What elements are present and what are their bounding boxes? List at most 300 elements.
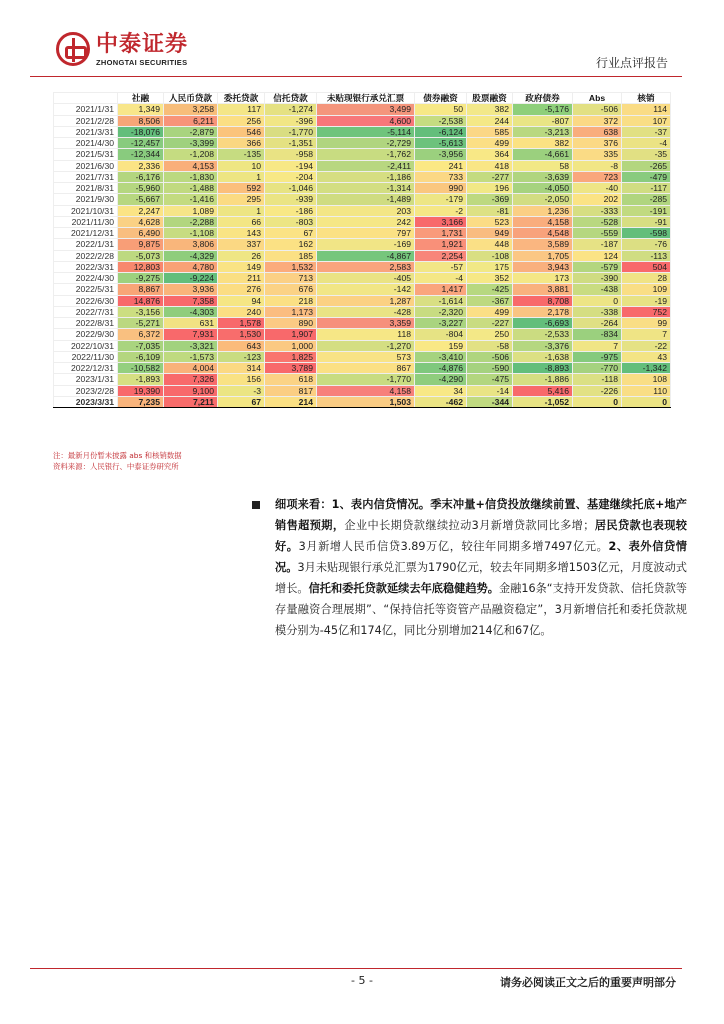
table-cell: -35 [622, 149, 671, 160]
table-cell: 504 [622, 261, 671, 272]
table-cell: 1,907 [265, 329, 317, 340]
table-cell: 211 [218, 273, 265, 284]
table-cell: -264 [573, 318, 622, 329]
table-cell: 6,372 [118, 329, 164, 340]
header-cell: 债券融资 [415, 93, 467, 104]
table-cell: -3,227 [415, 318, 467, 329]
table-cell: 7,326 [164, 374, 218, 385]
table-row [54, 295, 671, 306]
table-cell: 3,881 [513, 284, 573, 295]
table-cell: -9,224 [164, 273, 218, 284]
table-row [54, 261, 671, 272]
table-cell: -5,176 [513, 104, 573, 115]
para-bold-1: 1、表内信贷情况。季末冲量+信贷投放继续前置、基建继续托底+地产销售超预期， [275, 498, 687, 532]
table-cell: -2,538 [415, 115, 467, 126]
table-cell: -9,275 [118, 273, 164, 284]
table-cell: 382 [513, 138, 573, 149]
table-cell: -3,156 [118, 306, 164, 317]
table-row [54, 194, 671, 205]
table-cell: 66 [218, 216, 265, 227]
table-cell: 2,336 [118, 160, 164, 171]
social-financing-table [53, 92, 671, 408]
table-cell: 50 [415, 104, 467, 115]
table-cell: -1,638 [513, 351, 573, 362]
table-cell: -4,050 [513, 183, 573, 194]
table-row [54, 104, 671, 115]
table-cell: 8,708 [513, 295, 573, 306]
para-bold-4: 信托和委托贷款延续去年底稳健趋势。 [308, 582, 499, 595]
table-cell: 3,589 [513, 239, 573, 250]
table-cell: -169 [317, 239, 415, 250]
table-cell: -2,533 [513, 329, 573, 340]
table-cell: 1,349 [118, 104, 164, 115]
table-cell: 2,583 [317, 261, 415, 272]
table-cell: -2,411 [317, 160, 415, 171]
row-date-cell: 2022/7/31 [54, 306, 118, 317]
table-cell: 1,825 [265, 351, 317, 362]
footer-disclaimer: 请务必阅读正文之后的重要声明部分 [500, 976, 676, 989]
table-cell: -1,186 [317, 171, 415, 182]
row-date-cell: 2021/9/30 [54, 194, 118, 205]
table-cell: -338 [573, 306, 622, 317]
table-cell: -2,320 [415, 306, 467, 317]
table-cell: 9,100 [164, 385, 218, 396]
table-cell: 173 [513, 273, 573, 284]
para-text-4: 金融16条“支持开发贷款、信托贷款等存量融资合理展期”、“保持信托等资管产品融资稳定”，3月新增信托和委托贷款规模分别为-45亿和174亿，同比分别增加214亿和67亿。 [275, 582, 687, 637]
table-cell: -1,573 [164, 351, 218, 362]
table-cell: -8 [573, 160, 622, 171]
table-cell: -369 [467, 194, 513, 205]
table-cell: 3,943 [513, 261, 573, 272]
table-cell: 0 [573, 295, 622, 306]
table-cell: -285 [622, 194, 671, 205]
table-cell: 890 [265, 318, 317, 329]
table-cell: -37 [622, 126, 671, 137]
table-cell: -4,876 [415, 363, 467, 374]
table-cell: -3,376 [513, 340, 573, 351]
table-cell: 19,390 [118, 385, 164, 396]
table-cell: -770 [573, 363, 622, 374]
table-cell: 240 [218, 306, 265, 317]
table-cell: 4,600 [317, 115, 415, 126]
table-cell: -2,050 [513, 194, 573, 205]
table-cell: 499 [467, 138, 513, 149]
table-cell: 2,178 [513, 306, 573, 317]
table-cell: -113 [622, 250, 671, 261]
table-cell: -807 [513, 115, 573, 126]
table-cell: 1,530 [218, 329, 265, 340]
table-cell: 3,499 [317, 104, 415, 115]
company-logo [56, 32, 206, 72]
table-cell: -135 [218, 149, 265, 160]
row-date-cell: 2022/10/31 [54, 340, 118, 351]
table-row [54, 318, 671, 329]
table-cell: 585 [467, 126, 513, 137]
table-cell: 8,506 [118, 115, 164, 126]
bullet-square-icon [252, 501, 260, 509]
table-cell: -117 [622, 183, 671, 194]
table-cell: 3,806 [164, 239, 218, 250]
table-cell: 523 [467, 216, 513, 227]
table-cell: -5,114 [317, 126, 415, 137]
table-cell: -390 [573, 273, 622, 284]
table-cell: 448 [467, 239, 513, 250]
table-cell: 242 [317, 216, 415, 227]
table-cell: 10 [218, 160, 265, 171]
table-cell: 752 [622, 306, 671, 317]
table-cell: -186 [265, 205, 317, 216]
table-cell: -462 [415, 396, 467, 407]
table-cell: 12,803 [118, 261, 164, 272]
table-cell: -590 [467, 363, 513, 374]
header-cell: 核销 [622, 93, 671, 104]
table-cell: 34 [415, 385, 467, 396]
table-cell: -3,321 [164, 340, 218, 351]
table-cell: 372 [573, 115, 622, 126]
row-date-cell: 2021/5/31 [54, 149, 118, 160]
table-cell: 631 [164, 318, 218, 329]
table-cell: 214 [265, 396, 317, 407]
para-text-2: 3月新增人民币信贷3.89万亿，较往年同期多增7497亿元。 [298, 540, 609, 553]
table-row [54, 306, 671, 317]
table-cell: 1,236 [513, 205, 573, 216]
table-cell: -57 [415, 261, 467, 272]
table-cell: -108 [467, 250, 513, 261]
table-row [54, 284, 671, 295]
table-cell: -76 [622, 239, 671, 250]
row-date-cell: 2021/7/31 [54, 171, 118, 182]
table-cell: -1,770 [265, 126, 317, 137]
table-cell: -4,303 [164, 306, 218, 317]
document-type: 行业点评报告 [595, 56, 668, 70]
table-cell: 1,173 [265, 306, 317, 317]
table-cell: 124 [573, 250, 622, 261]
table-cell: -428 [317, 306, 415, 317]
table-cell: 4,780 [164, 261, 218, 272]
table-cell: -265 [622, 160, 671, 171]
table-cell: -5,960 [118, 183, 164, 194]
table-cell: 218 [265, 295, 317, 306]
table-cell: -367 [467, 295, 513, 306]
table-cell: -5,613 [415, 138, 467, 149]
table-cell: -204 [265, 171, 317, 182]
table-cell: -3 [218, 385, 265, 396]
table-cell: -3,410 [415, 351, 467, 362]
table-cell: 67 [218, 396, 265, 407]
table-cell: -2,879 [164, 126, 218, 137]
table-cell: -4,661 [513, 149, 573, 160]
table-cell: -6,124 [415, 126, 467, 137]
table-cell: 592 [218, 183, 265, 194]
row-date-cell: 2021/2/28 [54, 115, 118, 126]
table-cell: 990 [415, 183, 467, 194]
row-date-cell: 2021/10/31 [54, 205, 118, 216]
table-cell: -528 [573, 216, 622, 227]
table-cell: -22 [622, 340, 671, 351]
table-row [54, 239, 671, 250]
para-lead: 细项来看： [275, 498, 332, 511]
table-cell: 118 [317, 329, 415, 340]
table-cell: 733 [415, 171, 467, 182]
table-cell: 3,936 [164, 284, 218, 295]
table-cell: -1,770 [317, 374, 415, 385]
table-cell: -4,867 [317, 250, 415, 261]
table-cell: 7 [573, 340, 622, 351]
table-cell: -834 [573, 329, 622, 340]
table-cell: -4,329 [164, 250, 218, 261]
table-row [54, 363, 671, 374]
table-cell: -1,489 [317, 194, 415, 205]
row-date-cell: 2021/12/31 [54, 228, 118, 239]
table-cell: -804 [415, 329, 467, 340]
table-cell: 3,789 [265, 363, 317, 374]
table-cell: 335 [573, 149, 622, 160]
table-cell: -123 [218, 351, 265, 362]
table-notes [53, 450, 182, 472]
table-cell: -4 [415, 273, 467, 284]
table-cell: 1,287 [317, 295, 415, 306]
table-cell: 1,578 [218, 318, 265, 329]
table-cell: 418 [467, 160, 513, 171]
table-cell: 250 [467, 329, 513, 340]
table-cell: 949 [467, 228, 513, 239]
table-cell: 7,931 [164, 329, 218, 340]
table-cell: 1,731 [415, 228, 467, 239]
footer-divider [30, 968, 682, 969]
table-cell: -2 [415, 205, 467, 216]
table-cell: 7,211 [164, 396, 218, 407]
table-cell: 1,089 [164, 205, 218, 216]
table-cell: 2,254 [415, 250, 467, 261]
row-date-cell: 2023/2/28 [54, 385, 118, 396]
table-cell: 7,235 [118, 396, 164, 407]
table-cell: 185 [265, 250, 317, 261]
table-cell: -506 [467, 351, 513, 362]
table-cell: -4,290 [415, 374, 467, 385]
table-cell: -194 [265, 160, 317, 171]
table-cell: -975 [573, 351, 622, 362]
table-cell: -1,314 [317, 183, 415, 194]
row-date-cell: 2021/4/30 [54, 138, 118, 149]
table-row [54, 183, 671, 194]
table-cell: -4 [622, 138, 671, 149]
header-cell: 信托贷款 [265, 93, 317, 104]
table-cell: 159 [415, 340, 467, 351]
row-date-cell: 2022/4/30 [54, 273, 118, 284]
table-cell: 314 [218, 363, 265, 374]
table-cell: 4,628 [118, 216, 164, 227]
table-cell: -479 [622, 171, 671, 182]
table-cell: -1,830 [164, 171, 218, 182]
table-cell: 107 [622, 115, 671, 126]
table-cell: 1,000 [265, 340, 317, 351]
table-cell: -8,893 [513, 363, 573, 374]
table-cell: 1,503 [317, 396, 415, 407]
table-cell: 0 [622, 396, 671, 407]
table-cell: -6,109 [118, 351, 164, 362]
table-cell: 352 [467, 273, 513, 284]
table-cell: 4,158 [513, 216, 573, 227]
table-cell: 4,158 [317, 385, 415, 396]
row-date-cell: 2022/1/31 [54, 239, 118, 250]
table-row [54, 351, 671, 362]
table-row [54, 228, 671, 239]
table-row [54, 340, 671, 351]
row-date-cell: 2021/6/30 [54, 160, 118, 171]
table-cell: 4,548 [513, 228, 573, 239]
table-cell: 143 [218, 228, 265, 239]
table-row [54, 216, 671, 227]
table-cell: -803 [265, 216, 317, 227]
table-cell: 4,004 [164, 363, 218, 374]
table-cell: -1,886 [513, 374, 573, 385]
table-cell: -5,667 [118, 194, 164, 205]
table-cell: -5,271 [118, 318, 164, 329]
row-date-cell: 2022/12/31 [54, 363, 118, 374]
table-cell: 676 [265, 284, 317, 295]
table-row [54, 126, 671, 137]
table-cell: -1,762 [317, 149, 415, 160]
table-cell: 175 [467, 261, 513, 272]
table-row [54, 138, 671, 149]
table-cell: 1,921 [415, 239, 467, 250]
table-cell: -958 [265, 149, 317, 160]
table-cell: -1,274 [265, 104, 317, 115]
table-cell: 9,875 [118, 239, 164, 250]
header-cell-date [54, 93, 118, 104]
table-cell: 295 [218, 194, 265, 205]
table-cell: 149 [218, 261, 265, 272]
row-date-cell: 2023/1/31 [54, 374, 118, 385]
row-date-cell: 2022/2/28 [54, 250, 118, 261]
table-cell: -226 [573, 385, 622, 396]
table-cell: 109 [622, 284, 671, 295]
table-cell: 202 [573, 194, 622, 205]
table-cell: -179 [415, 194, 467, 205]
table-cell: -6,176 [118, 171, 164, 182]
table-cell: 1,417 [415, 284, 467, 295]
table-cell: 1,705 [513, 250, 573, 261]
table-cell: 8,867 [118, 284, 164, 295]
table-cell: 117 [218, 104, 265, 115]
table-cell: -1,416 [164, 194, 218, 205]
table-cell: -227 [467, 318, 513, 329]
table-cell: -7,035 [118, 340, 164, 351]
table-row [54, 273, 671, 284]
header-cell: 未贴现银行承兑汇票 [317, 93, 415, 104]
row-date-cell: 2022/11/30 [54, 351, 118, 362]
table-cell: -1,208 [164, 149, 218, 160]
table-row [54, 149, 671, 160]
table-cell: 67 [265, 228, 317, 239]
table-cell: 244 [467, 115, 513, 126]
para-bold-2: 居民贷款也表现较好。 [275, 519, 687, 553]
table-cell: 366 [218, 138, 265, 149]
table-cell: 156 [218, 374, 265, 385]
table-cell: 723 [573, 171, 622, 182]
header-cell: Abs [573, 93, 622, 104]
table-cell: 203 [317, 205, 415, 216]
table-cell: 638 [573, 126, 622, 137]
table-cell: -277 [467, 171, 513, 182]
table-cell: -559 [573, 228, 622, 239]
table-cell: -18,076 [118, 126, 164, 137]
row-date-cell: 2021/3/31 [54, 126, 118, 137]
row-date-cell: 2021/8/31 [54, 183, 118, 194]
table-cell: 376 [573, 138, 622, 149]
table-cell: -12,457 [118, 138, 164, 149]
table-cell: -118 [573, 374, 622, 385]
table-row [54, 250, 671, 261]
table-cell: -5,073 [118, 250, 164, 261]
table-cell: -396 [265, 115, 317, 126]
header-cell: 人民币贷款 [164, 93, 218, 104]
table-cell: -1,351 [265, 138, 317, 149]
table-cell: 99 [622, 318, 671, 329]
table-cell: 3,258 [164, 104, 218, 115]
table-cell: 3,166 [415, 216, 467, 227]
table-cell: -3,399 [164, 138, 218, 149]
table-cell: 0 [573, 396, 622, 407]
table-cell: -91 [622, 216, 671, 227]
note-line: 注：最新月份暂未披露 abs 和核销数据 [53, 451, 182, 460]
table-cell: -14 [467, 385, 513, 396]
analysis-paragraph [275, 494, 687, 641]
table-cell: -506 [573, 104, 622, 115]
table-cell: -19 [622, 295, 671, 306]
table-cell: 43 [622, 351, 671, 362]
table-cell: 337 [218, 239, 265, 250]
table-cell: 713 [265, 273, 317, 284]
table-cell: 196 [467, 183, 513, 194]
table-cell: -1,342 [622, 363, 671, 374]
table-cell: -10,582 [118, 363, 164, 374]
table-cell: 6,211 [164, 115, 218, 126]
table-cell: 499 [467, 306, 513, 317]
table-cell: -425 [467, 284, 513, 295]
table-cell: -405 [317, 273, 415, 284]
para-text-1: 企业中长期贷款继续拉动3月新增贷款同比多增； [344, 519, 595, 532]
table-cell: 108 [622, 374, 671, 385]
table-cell: 643 [218, 340, 265, 351]
logo-chinese-name: 中泰证券 [96, 32, 189, 57]
header-cell: 委托贷款 [218, 93, 265, 104]
table-cell: 276 [218, 284, 265, 295]
logo-mark-icon [56, 32, 90, 66]
row-date-cell: 2021/1/31 [54, 104, 118, 115]
table-row [54, 115, 671, 126]
table-cell: 14,876 [118, 295, 164, 306]
table-cell: -2,288 [164, 216, 218, 227]
table-cell: -191 [622, 205, 671, 216]
table-cell: -1,052 [513, 396, 573, 407]
table-cell: -1,046 [265, 183, 317, 194]
table-row [54, 160, 671, 171]
table-cell: 867 [317, 363, 415, 374]
table-cell: 2,247 [118, 205, 164, 216]
header-cell: 股票融资 [467, 93, 513, 104]
table-cell: 797 [317, 228, 415, 239]
header-divider [30, 76, 682, 77]
para-bold-3: 2、表外信贷情况。 [275, 540, 687, 574]
table-cell: -333 [573, 205, 622, 216]
table-cell: 256 [218, 115, 265, 126]
table-cell: 1 [218, 171, 265, 182]
table-cell: 28 [622, 273, 671, 284]
table-cell: 364 [467, 149, 513, 160]
table-cell: -344 [467, 396, 513, 407]
row-date-cell: 2022/8/31 [54, 318, 118, 329]
